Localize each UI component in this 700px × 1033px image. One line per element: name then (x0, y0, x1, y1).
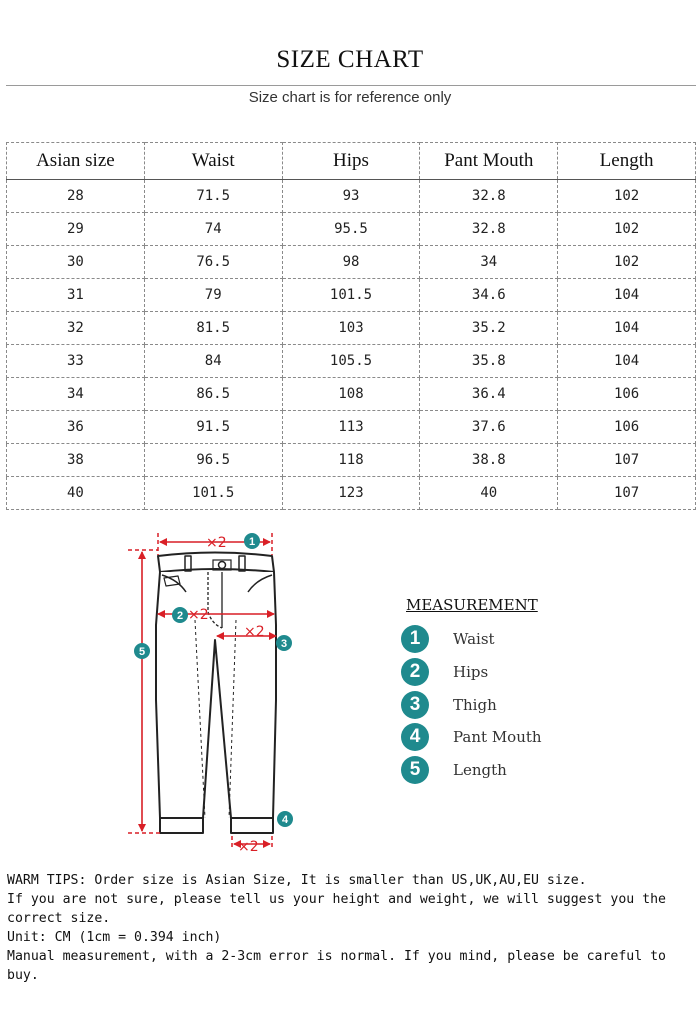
table-row (7, 411, 696, 444)
legend-item-hips (401, 658, 488, 686)
column-header: Hips (282, 143, 420, 180)
table-row (7, 180, 696, 213)
table-cell: 36 (7, 411, 145, 444)
pants-outline (156, 553, 276, 834)
table-cell: 98 (282, 246, 420, 279)
tips-line: Unit: CM (1cm = 0.394 inch) (7, 930, 222, 945)
legend-item-length (401, 756, 507, 784)
table-cell: 76.5 (144, 246, 282, 279)
table-cell: 71.5 (144, 180, 282, 213)
legend-label: Waist (453, 630, 495, 648)
measurement-title: MEASUREMENT (406, 596, 538, 614)
marker-badge: 1 (248, 536, 256, 548)
table-cell: 107 (558, 444, 696, 477)
table-cell: 106 (558, 411, 696, 444)
table-cell: 35.2 (420, 312, 558, 345)
table-row (7, 444, 696, 477)
table-cell: 34 (420, 246, 558, 279)
table-row (7, 213, 696, 246)
tips-line: If you are not sure, please tell us your height and weight, we will suggest you the correct size. (7, 892, 666, 926)
table-cell: 84 (144, 345, 282, 378)
table-cell: 74 (144, 213, 282, 246)
table-cell: 102 (558, 246, 696, 279)
table-cell: 79 (144, 279, 282, 312)
table-cell: 96.5 (144, 444, 282, 477)
table-row (7, 246, 696, 279)
table-cell: 31 (7, 279, 145, 312)
warm-tips (7, 871, 695, 985)
table-cell: 32 (7, 312, 145, 345)
legend-label: Pant Mouth (453, 728, 542, 746)
table-cell: 38 (7, 444, 145, 477)
page-title: SIZE CHART (276, 46, 424, 73)
table-cell: 34.6 (420, 279, 558, 312)
table-cell: 32.8 (420, 213, 558, 246)
tips-line: Manual measurement, with a 2-3cm error is normal. If you mind, please be careful to buy. (7, 949, 666, 983)
table-row (7, 378, 696, 411)
marker-badge: 5 (138, 646, 146, 658)
table-header-row (7, 143, 696, 180)
legend-item-thigh (401, 691, 497, 719)
table-cell: 118 (282, 444, 420, 477)
table-cell: 34 (7, 378, 145, 411)
marker-badge: 3 (280, 638, 288, 650)
legend-label: Hips (453, 663, 489, 681)
title-divider (6, 85, 696, 86)
column-header: Waist (144, 143, 282, 180)
table-cell: 101.5 (282, 279, 420, 312)
table-cell: 91.5 (144, 411, 282, 444)
table-cell: 38.8 (420, 444, 558, 477)
legend-item-waist (401, 625, 495, 653)
table-cell: 104 (558, 345, 696, 378)
legend-label: Thigh (453, 696, 497, 714)
multiplier-label: ×2 (244, 624, 265, 640)
table-row (7, 279, 696, 312)
legend-badge: 2 (401, 658, 429, 686)
table-cell: 103 (282, 312, 420, 345)
table-row (7, 345, 696, 378)
multiplier-label: ×2 (188, 607, 209, 623)
marker-badge: 4 (281, 814, 289, 826)
table-cell: 93 (282, 180, 420, 213)
legend-label: Length (453, 761, 507, 779)
table-cell: 28 (7, 180, 145, 213)
table-cell: 108 (282, 378, 420, 411)
multiplier-label: ×2 (238, 839, 259, 855)
legend-item-pant-mouth (401, 723, 542, 751)
table-cell: 37.6 (420, 411, 558, 444)
table-cell: 107 (558, 477, 696, 510)
pants-diagram (120, 525, 310, 860)
tips-line: WARM TIPS: Order size is Asian Size, It is smaller than US,UK,AU,EU size. (7, 873, 587, 888)
table-cell: 102 (558, 213, 696, 246)
table-cell: 36.4 (420, 378, 558, 411)
table-cell: 105.5 (282, 345, 420, 378)
table-cell: 123 (282, 477, 420, 510)
page-subtitle: Size chart is for reference only (248, 89, 452, 106)
column-header: Pant Mouth (420, 143, 558, 180)
table-cell: 40 (420, 477, 558, 510)
column-header: Length (558, 143, 696, 180)
table-cell: 86.5 (144, 378, 282, 411)
table-cell: 33 (7, 345, 145, 378)
table-row (7, 477, 696, 510)
multiplier-label: ×2 (206, 535, 227, 551)
table-cell: 30 (7, 246, 145, 279)
table-row (7, 312, 696, 345)
size-table (6, 142, 696, 510)
table-cell: 40 (7, 477, 145, 510)
legend-badge: 3 (401, 691, 429, 719)
column-header: Asian size (7, 143, 145, 180)
table-cell: 113 (282, 411, 420, 444)
table-cell: 29 (7, 213, 145, 246)
table-cell: 102 (558, 180, 696, 213)
table-cell: 101.5 (144, 477, 282, 510)
legend-badge: 5 (401, 756, 429, 784)
legend-badge: 1 (401, 625, 429, 653)
table-cell: 95.5 (282, 213, 420, 246)
table-cell: 81.5 (144, 312, 282, 345)
legend-badge: 4 (401, 723, 429, 751)
table-cell: 104 (558, 279, 696, 312)
table-cell: 106 (558, 378, 696, 411)
table-cell: 35.8 (420, 345, 558, 378)
table-cell: 32.8 (420, 180, 558, 213)
marker-badge: 2 (176, 610, 184, 622)
table-cell: 104 (558, 312, 696, 345)
